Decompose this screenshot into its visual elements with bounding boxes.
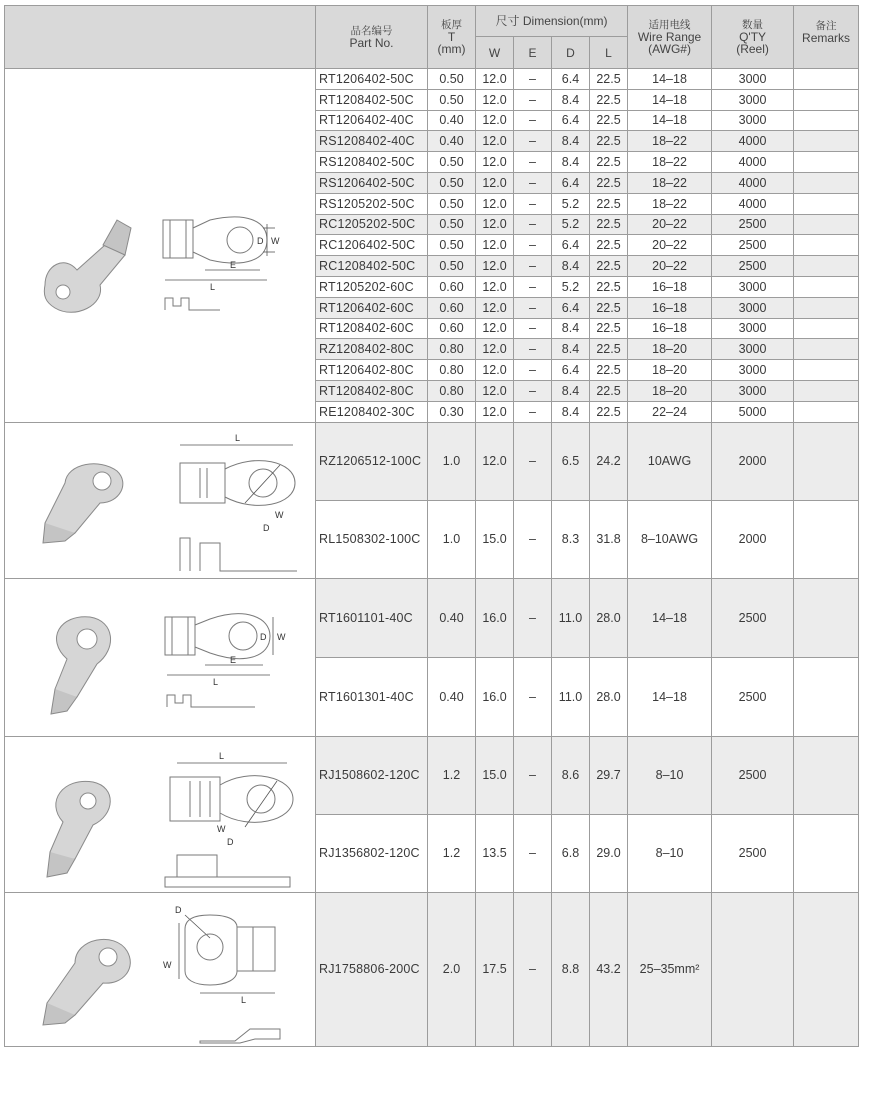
quantity: 4000 [712,172,794,193]
part-number: RC1205202-50C [316,214,428,235]
dim-e: – [514,814,552,892]
dim-w: 12.0 [476,69,514,90]
remarks [794,235,859,256]
diagram-label-e: E [230,655,237,666]
remarks-header: 备注 Remarks [794,6,859,69]
dim-e: – [514,276,552,297]
dim-w: 16.0 [476,578,514,657]
terminal-photo [51,617,111,714]
dim-l: 22.5 [590,318,628,339]
quantity: 4000 [712,131,794,152]
part-number: RL1508302-100C [316,500,428,578]
diagram-label-w: W [275,510,284,521]
terminal-photo [43,464,123,543]
thickness: 0.60 [428,318,476,339]
dim-w: 13.5 [476,814,514,892]
dim-d: 5.2 [552,276,590,297]
dim-d: 11.0 [552,657,590,736]
dim-d: 6.4 [552,235,590,256]
dim-e: – [514,380,552,401]
dim-d: 6.4 [552,360,590,381]
thickness-header: 板厚 T (mm) [428,6,476,69]
dim-l: 22.5 [590,110,628,131]
dim-w: 15.0 [476,500,514,578]
wire-range: 14–18 [628,110,712,131]
terminal-drawing [163,905,280,1043]
group-5-image-cell [5,892,316,1046]
wire-range: 10AWG [628,422,712,500]
dim-w: 17.5 [476,892,514,1046]
dim-l: 28.0 [590,578,628,657]
part-number: RT1601101-40C [316,578,428,657]
dim-d: 6.4 [552,110,590,131]
wire-range: 18–20 [628,339,712,360]
dim-d: 6.4 [552,69,590,90]
wire-range: 22–24 [628,401,712,422]
part-number: RJ1356802-120C [316,814,428,892]
dim-l: 22.5 [590,172,628,193]
thickness: 0.30 [428,401,476,422]
thickness: 1.0 [428,422,476,500]
remarks [794,401,859,422]
diagram-label-l: L [210,282,216,293]
quantity: 2500 [712,736,794,814]
dim-e: – [514,256,552,277]
thickness: 0.50 [428,89,476,110]
qty-header: 数量 Q'TY (Reel) [712,6,794,69]
dim-e: – [514,657,552,736]
part-number: RJ1758806-200C [316,892,428,1046]
dim-l: 22.5 [590,339,628,360]
dim-d: 5.2 [552,193,590,214]
dim-w: 15.0 [476,736,514,814]
dim-w: 12.0 [476,131,514,152]
dim-w: 12.0 [476,422,514,500]
diagram-label-d: D [175,905,182,916]
dim-d: 5.2 [552,214,590,235]
part-number: RT1205202-60C [316,276,428,297]
part-number: RS1208402-40C [316,131,428,152]
terminal-spec-table [4,5,859,1047]
diagram-label-l: L [241,995,247,1006]
dim-w: 12.0 [476,297,514,318]
dim-e: – [514,892,552,1046]
quantity: 3000 [712,380,794,401]
remarks [794,152,859,173]
remarks [794,736,859,814]
dim-w: 12.0 [476,339,514,360]
quantity: 3000 [712,297,794,318]
dim-d: 8.4 [552,89,590,110]
dim-l: 22.5 [590,214,628,235]
remarks [794,318,859,339]
dim-l: 22.5 [590,152,628,173]
wire-range: 8–10 [628,814,712,892]
thickness: 0.50 [428,172,476,193]
dim-w: 12.0 [476,360,514,381]
diagram-label-l: L [219,751,225,762]
dim-d: 8.4 [552,401,590,422]
dim-l: 22.5 [590,69,628,90]
diagram-label-e: E [230,260,237,271]
dim-e: – [514,422,552,500]
dim-d: 8.8 [552,892,590,1046]
dim-l: 28.0 [590,657,628,736]
dim-d: 8.4 [552,339,590,360]
remarks [794,360,859,381]
wire-range: 14–18 [628,657,712,736]
thickness: 0.50 [428,193,476,214]
thickness: 0.60 [428,297,476,318]
dim-w: 16.0 [476,657,514,736]
remarks [794,380,859,401]
diagram-label-d: D [257,236,264,247]
ring-terminal-illustration [5,579,314,735]
dim-l: 22.5 [590,360,628,381]
part-no-header: 品名编号 Part No. [316,6,428,69]
e-header: E [514,37,552,69]
thickness: 0.40 [428,578,476,657]
table-row [5,736,859,814]
dim-d: 6.5 [552,422,590,500]
remarks [794,657,859,736]
part-number: RZ1206512-100C [316,422,428,500]
part-number: RC1206402-50C [316,235,428,256]
part-number: RJ1508602-120C [316,736,428,814]
dim-l: 22.5 [590,276,628,297]
remarks [794,422,859,500]
group-5 [5,892,859,1046]
wire-range: 20–22 [628,214,712,235]
remarks [794,193,859,214]
part-number: RT1208402-60C [316,318,428,339]
thickness: 0.40 [428,110,476,131]
part-number: RT1601301-40C [316,657,428,736]
dim-w: 12.0 [476,152,514,173]
part-number: RS1205202-50C [316,193,428,214]
diagram-label-w: W [271,236,280,247]
remarks [794,89,859,110]
dim-e: – [514,69,552,90]
diagram-label-l: L [235,433,241,444]
quantity: 2500 [712,256,794,277]
terminal-drawing [165,751,293,887]
quantity: 3000 [712,318,794,339]
dim-l: 43.2 [590,892,628,1046]
part-number: RT1206402-50C [316,69,428,90]
dim-l: 29.7 [590,736,628,814]
remarks [794,214,859,235]
dim-e: – [514,297,552,318]
diagram-label-w: W [217,824,226,835]
wire-range: 20–22 [628,235,712,256]
dim-e: – [514,172,552,193]
remarks [794,131,859,152]
part-number: RS1208402-50C [316,152,428,173]
wire-range: 16–18 [628,297,712,318]
quantity: 2500 [712,814,794,892]
remarks [794,276,859,297]
group-3-image-cell [5,578,316,736]
wire-range: 18–22 [628,193,712,214]
thickness: 1.0 [428,500,476,578]
l-header: L [590,37,628,69]
dim-l: 22.5 [590,401,628,422]
diagram-label-d: D [227,837,234,848]
terminal-drawing [163,217,280,310]
part-number: RT1206402-40C [316,110,428,131]
quantity: 4000 [712,152,794,173]
group-4-image-cell [5,736,316,892]
dim-e: – [514,214,552,235]
part-number: RT1206402-80C [316,360,428,381]
dim-d: 6.8 [552,814,590,892]
wire-range-header: 适用电线 Wire Range (AWG#) [628,6,712,69]
dim-e: – [514,736,552,814]
remarks [794,172,859,193]
dim-w: 12.0 [476,89,514,110]
wire-range: 16–18 [628,318,712,339]
dim-d: 8.4 [552,152,590,173]
dim-e: – [514,500,552,578]
dim-d: 8.4 [552,380,590,401]
group-2 [5,422,859,578]
terminal-drawing [165,614,286,707]
table-row [5,69,859,90]
quantity: 2500 [712,214,794,235]
d-header: D [552,37,590,69]
wire-range: 18–22 [628,172,712,193]
quantity: 3000 [712,276,794,297]
remarks [794,892,859,1046]
dim-w: 12.0 [476,401,514,422]
dim-l: 22.5 [590,256,628,277]
thickness: 0.50 [428,256,476,277]
dim-w: 12.0 [476,193,514,214]
wire-range: 14–18 [628,69,712,90]
thickness: 0.50 [428,152,476,173]
dim-l: 22.5 [590,297,628,318]
dim-w: 12.0 [476,110,514,131]
dim-l: 22.5 [590,89,628,110]
diagram-label-d: D [260,632,267,643]
dim-l: 22.5 [590,380,628,401]
dim-e: – [514,360,552,381]
dim-e: – [514,235,552,256]
thickness: 0.50 [428,235,476,256]
dim-w: 12.0 [476,256,514,277]
quantity: 5000 [712,401,794,422]
dimension-header: 尺寸 Dimension(mm) [476,6,628,37]
remarks [794,814,859,892]
dim-d: 8.6 [552,736,590,814]
thickness: 0.80 [428,360,476,381]
diagram-label-w: W [277,632,286,643]
dim-d: 8.4 [552,256,590,277]
wire-range: 8–10 [628,736,712,814]
wire-range: 18–20 [628,360,712,381]
thickness: 0.40 [428,657,476,736]
dim-w: 12.0 [476,318,514,339]
wire-range: 18–22 [628,152,712,173]
dim-e: – [514,401,552,422]
group-4 [5,736,859,892]
terminal-photo [44,220,131,312]
dim-w: 12.0 [476,235,514,256]
quantity: 4000 [712,193,794,214]
wire-range: 20–22 [628,256,712,277]
part-number: RZ1208402-80C [316,339,428,360]
quantity: 2000 [712,500,794,578]
part-number: RE1208402-30C [316,401,428,422]
group-2-image-cell [5,422,316,578]
remarks [794,69,859,90]
dim-l: 22.5 [590,193,628,214]
thickness: 1.2 [428,814,476,892]
quantity: 2500 [712,235,794,256]
wire-range: 18–20 [628,380,712,401]
quantity: 2500 [712,657,794,736]
dim-d: 8.4 [552,318,590,339]
thickness: 2.0 [428,892,476,1046]
terminal-drawing [180,433,297,571]
wire-range: 14–18 [628,578,712,657]
dim-d: 11.0 [552,578,590,657]
dim-l: 29.0 [590,814,628,892]
ring-terminal-illustration [5,70,314,420]
quantity: 3000 [712,360,794,381]
wire-range: 14–18 [628,89,712,110]
dim-e: – [514,193,552,214]
ring-terminal-illustration [5,423,314,577]
dim-d: 6.4 [552,297,590,318]
remarks [794,256,859,277]
part-number: RT1208402-50C [316,89,428,110]
group-1-image-cell [5,69,316,423]
group-1 [5,69,859,423]
dim-w: 12.0 [476,172,514,193]
wire-range: 16–18 [628,276,712,297]
wire-range: 8–10AWG [628,500,712,578]
dim-d: 6.4 [552,172,590,193]
table-row [5,578,859,657]
quantity: 2000 [712,422,794,500]
thickness: 0.50 [428,214,476,235]
header-row-top [5,6,859,37]
quantity: 3000 [712,69,794,90]
part-number: RT1206402-60C [316,297,428,318]
table-row [5,422,859,500]
remarks [794,578,859,657]
quantity: 2500 [712,578,794,657]
image-header-cell [5,6,316,69]
part-number: RC1208402-50C [316,256,428,277]
diagram-label-d: D [263,523,270,534]
remarks [794,339,859,360]
dim-l: 31.8 [590,500,628,578]
dim-l: 24.2 [590,422,628,500]
dim-w: 12.0 [476,276,514,297]
diagram-label-w: W [163,960,172,971]
thickness: 1.2 [428,736,476,814]
w-header: W [476,37,514,69]
ring-terminal-illustration [5,893,314,1045]
thickness: 0.80 [428,339,476,360]
dim-l: 22.5 [590,131,628,152]
dim-d: 8.4 [552,131,590,152]
dim-w: 12.0 [476,214,514,235]
dim-e: – [514,89,552,110]
dim-l: 22.5 [590,235,628,256]
remarks [794,500,859,578]
part-number: RS1206402-50C [316,172,428,193]
dim-e: – [514,110,552,131]
terminal-photo [47,781,110,877]
wire-range: 25–35mm² [628,892,712,1046]
thickness: 0.60 [428,276,476,297]
dim-e: – [514,318,552,339]
quantity: 3000 [712,89,794,110]
thickness: 0.50 [428,69,476,90]
ring-terminal-illustration [5,737,314,891]
group-3 [5,578,859,736]
quantity: 3000 [712,110,794,131]
dim-e: – [514,131,552,152]
remarks [794,110,859,131]
thickness: 0.40 [428,131,476,152]
dim-e: – [514,578,552,657]
dim-e: – [514,339,552,360]
diagram-label-l: L [213,677,219,688]
remarks [794,297,859,318]
part-number: RT1208402-80C [316,380,428,401]
dim-w: 12.0 [476,380,514,401]
dim-d: 8.3 [552,500,590,578]
terminal-photo [43,939,130,1025]
dim-e: – [514,152,552,173]
quantity: 3000 [712,339,794,360]
table-row [5,892,859,1046]
thickness: 0.80 [428,380,476,401]
quantity [712,892,794,1046]
wire-range: 18–22 [628,131,712,152]
